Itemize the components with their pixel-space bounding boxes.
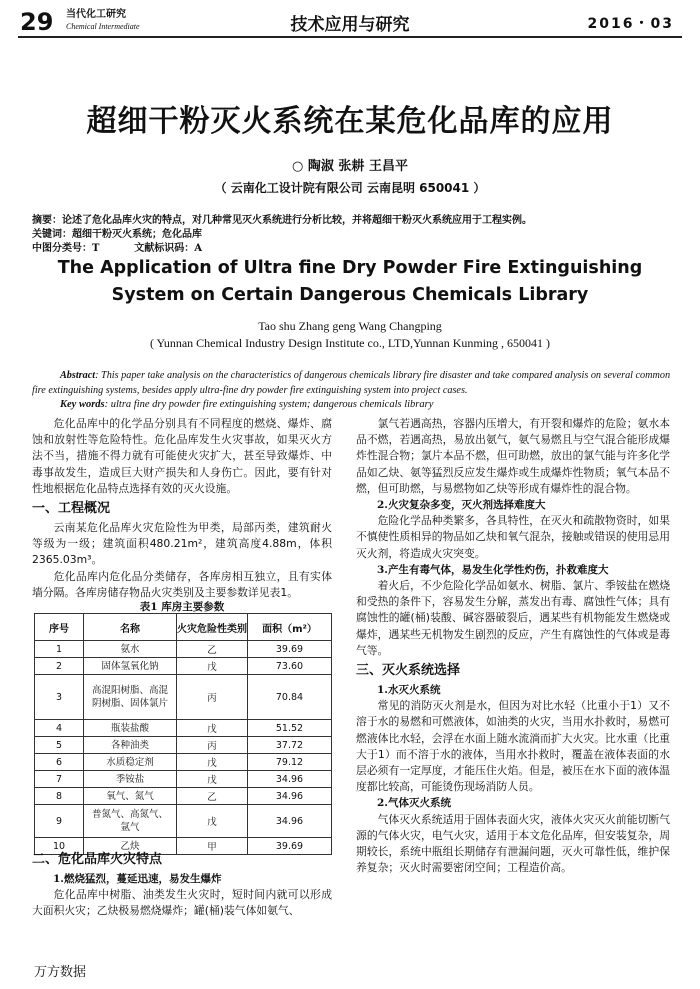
table-cell: 乙炔 (84, 838, 177, 855)
table-cell: 7 (35, 771, 84, 788)
table-cell: 37.72 (248, 737, 332, 754)
table-cell: 戊 (177, 720, 248, 737)
table-cell: 39.69 (248, 838, 332, 855)
keywords-label: Key words (60, 399, 105, 410)
subheading: 2.气体灭火系统 (377, 797, 451, 810)
table-cell: 2 (35, 658, 84, 675)
table-header: 面积（m²） (248, 614, 332, 641)
heading-project-overview: 一、工程概况 (32, 501, 111, 517)
paragraph: 危化品库中的化学品分别具有不同程度的燃烧、爆炸、腐蚀和放射性等危险特性。危化品库发生火灾事故，如果灭火方法不当，措施不得力就有可能使火灾扩大，甚至导致爆炸、中毒事故发生，造成巨大财产损失和人身伤亡。因此，要有针对性地根据危化品特点选择有效的灭火设施。 (32, 417, 332, 495)
table-row (35, 675, 332, 720)
table-cell: 丙 (177, 737, 248, 754)
paragraph: 着火后，不少危险化学品如氨水、树脂、氯片、季铵盐在燃烧和受热的条件下，容易发生分解，蒸发出有毒、腐蚀性气体；具有腐蚀性的罐(桶)装酸、碱容器破裂后，遇某些有机物能发生燃烧或爆炸，遇某些无机物发生剧烈的反应，产生有腐蚀性的气体或是毒气等。 (356, 579, 670, 657)
subheading: 2.火灾复杂多变，灭火剂选择难度大 (377, 499, 546, 512)
table-cell: 瓶装盐酸 (84, 720, 177, 737)
table-cell: 39.69 (248, 641, 332, 658)
subheading: 1.水灭火系统 (377, 684, 441, 697)
table-cell: 6 (35, 754, 84, 771)
table-cell: 氧气、氮气 (84, 788, 177, 805)
table-cell: 34.96 (248, 805, 332, 838)
heading-system-selection: 三、灭火系统选择 (356, 663, 461, 679)
params-table (34, 613, 332, 855)
classification: 中图分类号：T 文献标识码：A (32, 243, 203, 254)
table-cell: 1 (35, 641, 84, 658)
paragraph: 常见的消防灭火剂是水，但因为对比水轻（比重小于1）又不溶于水的易燃和可燃液体，如油类的火灾，当用水扑救时，易燃可燃液体比水轻，会浮在水面上随水流淌而扩大火灾。比水重（比重大于1）而不溶于水的液体，当用水扑救时，覆盖在液体表面的水层必须有一定厚度，才能压住火焰。但是，被压在水下面的液体温度都比较高，可能烫伤现场消防人员。 (356, 699, 670, 794)
table-cell: 5 (35, 737, 84, 754)
table-cell: 戊 (177, 771, 248, 788)
paragraph: 气体灭火系统适用于固体表面火灾，液体火灾灭火前能切断气源的气体火灾，电气火灾，适用于本文危化品库，但安装复杂，周期较长，系统中瓶组长期储存有泄漏问题，灭火可靠性低，维护保养复杂；灭火时需要密闭空间；工程造价高。 (356, 812, 670, 875)
authors-en: Tao shu Zhang geng Wang Changping (258, 319, 442, 333)
table-cell: 4 (35, 720, 84, 737)
heading-fire-characteristics: 二、危化品库火灾特点 (32, 852, 163, 867)
table-row (35, 788, 332, 805)
table-cell: 各种油类 (84, 737, 177, 754)
table-cell: 氨水 (84, 641, 177, 658)
table-cell: 8 (35, 788, 84, 805)
paragraph: 云南某危化品库火灾危险性为甲类，局部丙类，建筑耐火等级为一级；建筑面积480.21m²，建筑高度4.88m，体积2365.03m³。 (32, 521, 332, 567)
left-column-lower (32, 848, 332, 920)
table-cell: 10 (35, 838, 84, 855)
table-cell: 3 (35, 675, 84, 720)
table-row (35, 720, 332, 737)
right-column (356, 416, 670, 876)
abstract-cn: 摘要：论述了危化品库火灾的特点，对几种常见灭火系统进行分析比较，并将超细干粉灭火系统应用于工程实例。 (32, 215, 532, 226)
page-number: 29 (20, 8, 54, 36)
footer-watermark: 万方数据 (34, 965, 87, 980)
issue-label: 2016・03 (587, 16, 674, 32)
affiliation-cn: （ 云南化工设计院有限公司 云南昆明 650041 ） (214, 181, 486, 195)
table-cell: 乙 (177, 788, 248, 805)
table-caption: 表1 库房主要参数 (139, 601, 225, 613)
table-row (35, 771, 332, 788)
subheading: 1.燃烧猛烈，蔓延迅速，易发生爆炸 (53, 873, 222, 885)
table-row (35, 737, 332, 754)
table-row (35, 641, 332, 658)
title-cn: 超细干粉灭火系统在某危化品库的应用 (86, 104, 614, 139)
table-cell: 34.96 (248, 788, 332, 805)
table-header: 火灾危险性类别 (177, 614, 248, 641)
table-cell: 乙 (177, 641, 248, 658)
title-en: The Application of Ultra fine Dry Powder Fire Extinguishing System on Certain Dangerous Chemicals Library (57, 258, 643, 305)
table-row (35, 754, 332, 771)
abstract-en (32, 368, 676, 398)
journal-name-cn: 当代化工研究 (66, 9, 126, 20)
table-cell: 高混阳树脂、高混阴树脂、固体氯片 (84, 675, 177, 720)
paragraph: 危化品库中树脂、油类发生火灾时，短时间内就可以形成大面积火灾；乙炔极易燃烧爆炸；罐(桶)装气体如氨气、 (32, 888, 332, 918)
paragraph: 氯气若遇高热，容器内压增大，有开裂和爆炸的危险；氨水本品不燃，若遇高热，易放出氨气，氨气易燃且与空气混合能形成爆炸性混合物；氯片本品不燃，但可助燃，放出的氯气能与许多化学品如乙炔、氨等猛烈反应发生爆炸或生成爆炸性物质；氧气本品不燃，但可助燃，与易燃物如乙炔等形成有爆炸性的混合物。 (356, 417, 670, 495)
table-cell: 季铵盐 (84, 771, 177, 788)
table-row (35, 658, 332, 675)
abstract-label: Abstract (60, 370, 96, 381)
table-cell: 戊 (177, 754, 248, 771)
table-header: 名称 (84, 614, 177, 641)
keywords-cn: 关键词：超细干粉灭火系统；危化品库 (32, 229, 202, 240)
table-cell: 70.84 (248, 675, 332, 720)
section-title: 技术应用与研究 (290, 15, 410, 35)
table-cell: 9 (35, 805, 84, 838)
keywords-text: : ultra fine dry powder fire extinguishing system; dangerous chemicals library (104, 399, 434, 410)
subheading: 3.产生有毒气体，易发生化学性灼伤，扑救难度大 (377, 563, 609, 576)
paragraph: 危化品库内危化品分类储存，各库房相互独立，且有实体墙分隔。各库房储存物品火灾类别及主要参数详见表1。 (32, 569, 332, 599)
table-cell: 戊 (177, 658, 248, 675)
table-cell: 34.96 (248, 771, 332, 788)
table-cell: 普氮气、高氮气、氩气 (84, 805, 177, 838)
table-cell: 79.12 (248, 754, 332, 771)
table-row (35, 805, 332, 838)
abstract-text: : This paper take analysis on the characteristics of dangerous chemicals library fire disaster and take compared analysis on several common fire extinguishing systems, besides apply ultra-fine dry powder fire extinguishing system into project cases. (32, 370, 671, 396)
table-cell: 丙 (177, 675, 248, 720)
header-rule (18, 36, 682, 38)
table-cell: 水质稳定剂 (84, 754, 177, 771)
left-column (32, 416, 332, 601)
table-cell: 51.52 (248, 720, 332, 737)
authors-cn: ○ 陶淑 张耕 王昌平 (292, 159, 408, 174)
paragraph: 危险化学品种类繁多，各具特性，在灭火和疏散物资时，如果不慎使性质相异的物品如乙炔和氧气混杂，接触或错误的使用忌用灭火剂，将造成火灾突变。 (356, 514, 670, 560)
affiliation-en: ( Yunnan Chemical Industry Design Institute co., LTD,Yunnan Kunming , 650041 ) (149, 336, 551, 350)
table-cell: 固体氢氧化钠 (84, 658, 177, 675)
table-cell: 甲 (177, 838, 248, 855)
table-cell: 73.60 (248, 658, 332, 675)
table-cell: 戊 (177, 805, 248, 838)
keywords-en (60, 399, 433, 410)
table-header: 序号 (35, 614, 84, 641)
journal-name-en: Chemical Intermediate (66, 22, 140, 31)
